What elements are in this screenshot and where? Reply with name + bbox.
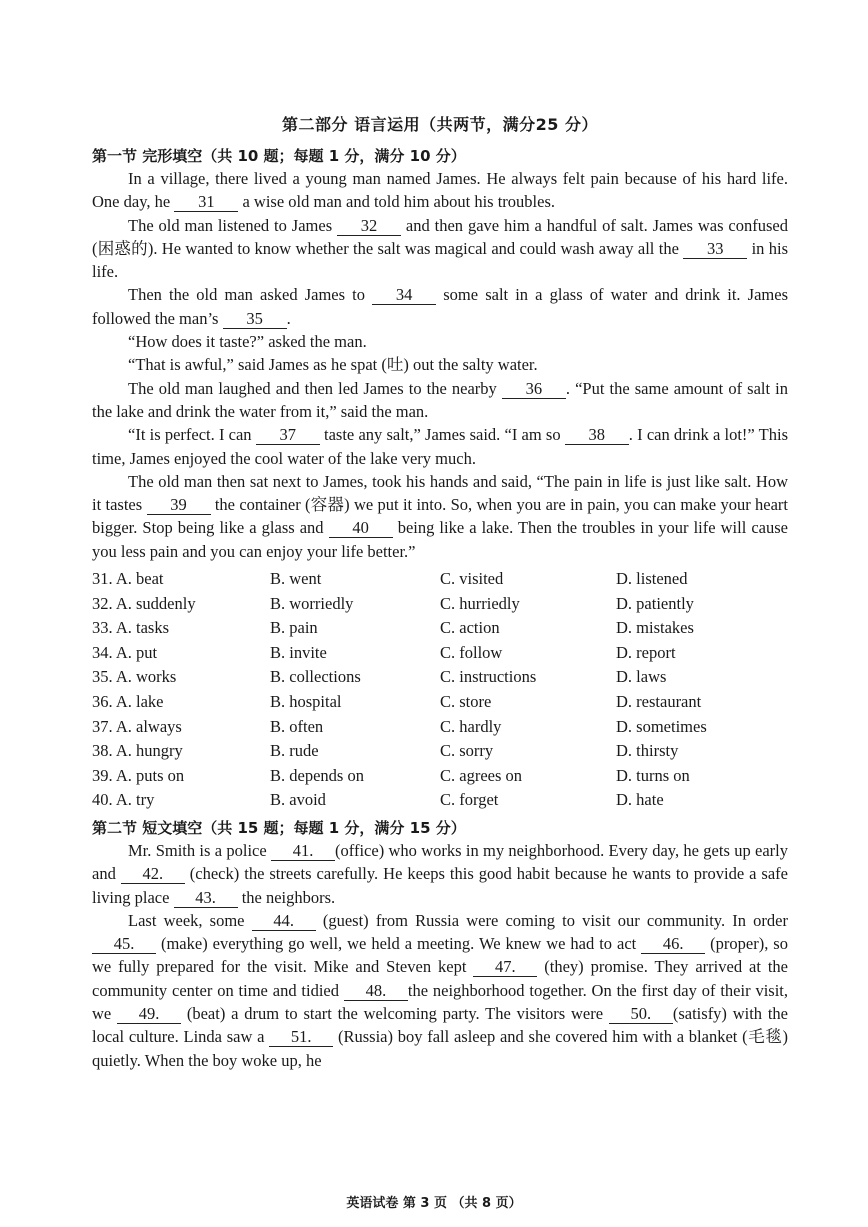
answer-blank: 51. (269, 1028, 333, 1047)
answer-blank: 31 (174, 193, 238, 212)
answer-blank: 36 (502, 380, 566, 399)
option-row (92, 715, 788, 740)
option-choice: D. sometimes (616, 716, 707, 736)
answer-blank: 34 (372, 286, 436, 305)
option-choice: D. hate (616, 790, 664, 810)
answer-blank: 41. (271, 842, 335, 861)
passage-paragraph: In a village, there lived a young man named James. He always felt pain because of his hard life. One day, he 31 a wise old man and told him about his troubles. (92, 169, 788, 212)
option-choice: D. mistakes (616, 618, 694, 638)
section2-passage (92, 839, 788, 1072)
section1-passage (92, 167, 788, 563)
option-choice: C. forget (440, 790, 499, 810)
option-choice: D. listened (616, 569, 688, 589)
passage-paragraph: Last week, some 44. (guest) from Russia were coming to visit our community. In order 45. (make) everything go well, we held a meeting. We knew we had to act 46. (proper), so we fully prepared for the visit. Mike and Steven kept 47. (they) promise. They arrived at the community center on time and tidied 48. the neighborhood together. On the first day of their visit, we 49. (beat) a drum to start the welcoming party. The visitors were 50. (satisfy) with the local culture. Linda saw a 51. (Russia) boy fall asleep and she covered him with a blanket (毛毯) quietly. When the boy woke up, he (92, 910, 789, 1070)
option-row (92, 788, 788, 813)
answer-blank: 46. (641, 935, 705, 954)
option-choice: B. hospital (270, 692, 342, 712)
option-row (92, 665, 788, 690)
option-choice: D. laws (616, 667, 667, 687)
option-choice: 38. A. hungry (92, 741, 183, 761)
option-choice: 36. A. lake (92, 692, 164, 712)
passage-paragraph: “That is awful,” said James as he spat (吐) out the salty water. (128, 355, 538, 375)
answer-blank: 37 (256, 426, 320, 445)
option-row (92, 567, 788, 592)
passage-paragraph: The old man then sat next to James, took his hands and said, “The pain in life is just like salt. How it tastes 39 the container (容器) we put it into. So, when you are in pain, you can make your heart bigger. Stop being like a glass and 40 being like a lake. Then the troubles in your life will cause you less pain and you can enjoy your life better.” (92, 471, 789, 561)
answer-blank: 32 (337, 217, 401, 236)
option-choice: 40. A. try (92, 790, 155, 810)
option-choice: D. turns on (616, 765, 690, 785)
answer-blank: 35 (223, 310, 287, 329)
option-row (92, 616, 788, 641)
option-choice: C. hardly (440, 716, 502, 736)
option-choice: 39. A. puts on (92, 765, 185, 785)
passage-paragraph: The old man listened to James 32 and then gave him a handful of salt. James was confused (困惑的). He wanted to know whether the salt was magical and could wash away all the 33 in his life. (92, 215, 789, 282)
option-row (92, 764, 788, 789)
passage-paragraph: Then the old man asked James to 34 some salt in a glass of water and drink it. James followed the man’s 35 . (92, 285, 788, 328)
option-choice: C. sorry (440, 741, 494, 761)
page-footer: 英语试卷 第 3 页 （共 8 页） (346, 1196, 522, 1211)
option-choice: D. thirsty (616, 741, 679, 761)
answer-blank: 50. (609, 1005, 673, 1024)
exam-page (92, 112, 788, 1072)
option-row (92, 592, 788, 617)
section2-title: 第二节 短文填空（共 15 题；每题 1 分，满分 15 分） (92, 818, 466, 837)
option-choice: 32. A. suddenly (92, 593, 196, 613)
option-choice: D. restaurant (616, 692, 702, 712)
answer-blank: 43. (174, 889, 238, 908)
option-row (92, 641, 788, 666)
option-choice: 34. A. put (92, 642, 158, 662)
answer-blank: 44. (252, 912, 316, 931)
option-choice: 35. A. works (92, 667, 177, 687)
option-choice: B. often (270, 716, 324, 736)
answer-blank: 47. (473, 958, 537, 977)
passage-paragraph: Mr. Smith is a police 41. (office) who works in my neighborhood. Every day, he gets up early and 42. (check) the streets carefully. He keeps this good habit because he wants to provide a safe living place 43. the neighbors. (92, 840, 788, 907)
option-row (92, 739, 788, 764)
answer-blank: 49. (117, 1005, 181, 1024)
answer-blank: 38 (565, 426, 629, 445)
answer-blank: 45. (92, 935, 156, 954)
option-choice: B. depends on (270, 765, 364, 785)
option-choice: B. went (270, 569, 322, 589)
option-choice: B. invite (270, 642, 327, 662)
option-choice: B. collections (270, 667, 361, 687)
answer-blank: 40 (329, 519, 393, 538)
option-choice: C. store (440, 692, 492, 712)
option-choice: D. report (616, 642, 676, 662)
answer-options (92, 567, 788, 813)
passage-paragraph: “It is perfect. I can 37 taste any salt,” James said. “I am so 38 . I can drink a lot!” This time, James enjoyed the cool water of the lake very much. (92, 425, 788, 468)
answer-blank: 48. (344, 982, 408, 1001)
option-row (92, 690, 788, 715)
option-choice: B. avoid (270, 790, 326, 810)
option-choice: C. agrees on (440, 765, 523, 785)
option-choice: B. rude (270, 741, 319, 761)
passage-paragraph: The old man laughed and then led James to the nearby 36 . “Put the same amount of salt in the lake and drink the water from it,” said the man. (92, 378, 788, 421)
answer-blank: 33 (683, 240, 747, 259)
part-title: 第二部分 语言运用（共两节，满分25 分） (282, 115, 598, 134)
option-choice: C. follow (440, 642, 503, 662)
option-choice: 37. A. always (92, 716, 182, 736)
option-choice: 33. A. tasks (92, 618, 170, 638)
answer-blank: 39 (147, 496, 211, 515)
option-choice: D. patiently (616, 593, 694, 613)
answer-blank: 42. (121, 865, 185, 884)
option-choice: B. worriedly (270, 593, 354, 613)
option-choice: C. hurriedly (440, 593, 520, 613)
section1-title: 第一节 完形填空（共 10 题；每题 1 分，满分 10 分） (92, 147, 466, 165)
option-choice: C. instructions (440, 667, 537, 687)
option-choice: C. action (440, 618, 500, 638)
option-choice: 31. A. beat (92, 569, 164, 589)
passage-paragraph: “How does it taste?” asked the man. (128, 332, 367, 352)
option-choice: B. pain (270, 618, 318, 638)
option-choice: C. visited (440, 569, 504, 589)
